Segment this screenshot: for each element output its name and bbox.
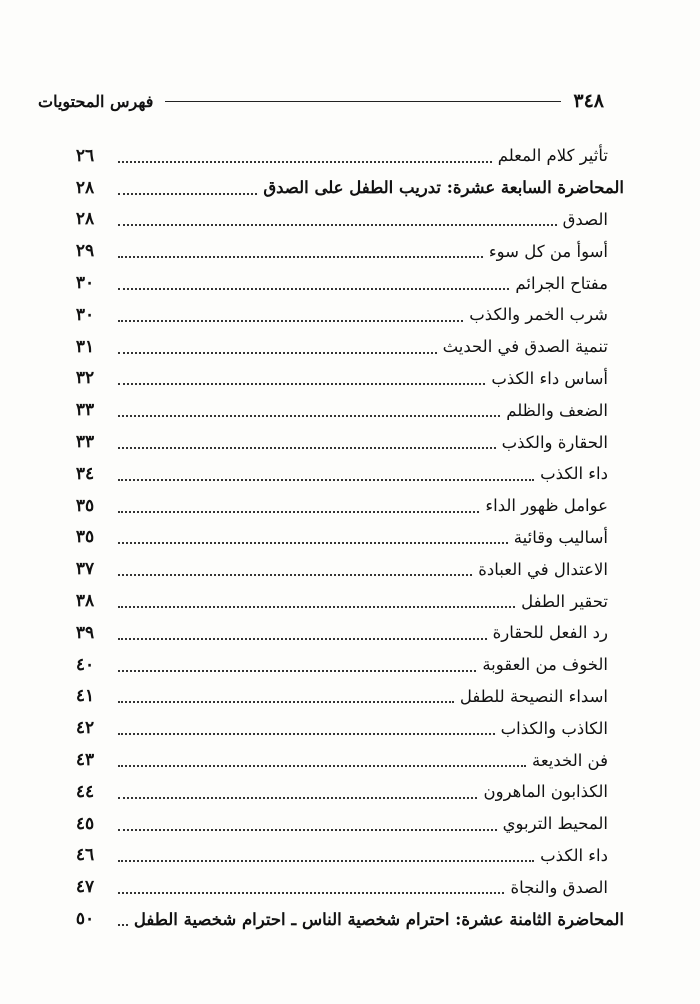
entry-page-number: ٣٨ (75, 591, 95, 612)
dot-leader (118, 622, 487, 640)
entry-page-number: ٣٢ (75, 368, 95, 389)
dot-leader (118, 908, 128, 926)
entry-page-number: ٤٦ (75, 845, 95, 866)
toc-entry (58, 808, 624, 840)
toc-chapter-entry (58, 172, 624, 204)
dot-leader (118, 495, 479, 513)
entry-title: رد الفعل للحقارة (492, 623, 608, 643)
toc-entry (58, 617, 624, 649)
dot-leader (118, 431, 496, 449)
toc-entry (58, 585, 624, 617)
dot-leader (118, 304, 463, 322)
entry-page-number: ٣٠ (75, 304, 95, 325)
entry-page-number: ٢٩ (75, 241, 95, 262)
dot-leader (118, 558, 472, 576)
toc-entry (58, 522, 624, 554)
entry-title: عوامل ظهور الداء (485, 496, 608, 516)
toc-entry (58, 744, 624, 776)
entry-title: تنمية الصدق في الحديث (442, 337, 608, 357)
entry-page-number: ٤٣ (75, 750, 95, 771)
entry-page-number: ٤٤ (75, 781, 95, 802)
entry-title: المحاضرة السابعة عشرة: تدريب الطفل على الصدق (263, 178, 624, 198)
toc-entry (58, 840, 624, 872)
dot-leader (118, 367, 485, 385)
entry-title: مفتاح الجرائم (515, 273, 608, 293)
entry-title: الخوف من العقوبة (482, 655, 608, 675)
toc-entry (58, 553, 624, 585)
entry-page-number: ٢٨ (75, 209, 95, 230)
entry-page-number: ٤٥ (75, 813, 95, 834)
dot-leader (118, 844, 534, 862)
toc-entry (58, 681, 624, 713)
entry-title: أساس داء الكذب (491, 368, 608, 388)
dot-leader (118, 749, 526, 767)
entry-title: أساليب وقائية (513, 527, 608, 547)
toc-entry (58, 426, 624, 458)
entry-title: المحاضرة الثامنة عشرة: احترام شخصية الناس ـ احترام شخصية الطفل (133, 909, 624, 929)
entry-title: داء الكذب (540, 845, 608, 865)
toc-entry (58, 331, 624, 363)
page-number: ٣٤٨ (573, 90, 604, 112)
toc-entry (58, 140, 624, 172)
entry-page-number: ٣٣ (75, 432, 95, 453)
dot-leader (118, 654, 476, 672)
entry-title: الكاذب والكذاب (500, 718, 608, 738)
toc-entry (58, 871, 624, 903)
dot-leader (118, 208, 557, 226)
entry-title: أسوأ من كل سوء (488, 241, 608, 261)
entry-page-number: ٣٣ (75, 400, 95, 421)
header-rule (165, 101, 561, 102)
entry-page-number: ٤١ (75, 686, 95, 707)
table-of-contents (58, 140, 624, 935)
dot-leader (118, 526, 508, 544)
entry-page-number: ٣٥ (75, 495, 95, 516)
toc-entry (58, 649, 624, 681)
entry-title: الاعتدال في العبادة (478, 559, 608, 579)
toc-entry (58, 235, 624, 267)
toc-entry (58, 204, 624, 236)
entry-page-number: ٤٠ (75, 654, 95, 675)
entry-title: الصدق (562, 209, 608, 229)
entry-title: تحقير الطفل (521, 591, 608, 611)
toc-entry (58, 267, 624, 299)
dot-leader (118, 717, 495, 735)
dot-leader (118, 145, 492, 163)
dot-leader (118, 336, 437, 354)
entry-title: الصدق والنجاة (510, 877, 608, 897)
dot-leader (118, 876, 504, 894)
toc-chapter-entry (58, 903, 624, 935)
entry-page-number: ٣٧ (75, 559, 95, 580)
entry-title: اسداء النصيحة للطفل (459, 686, 608, 706)
entry-title: المحيط التربوي (502, 814, 608, 834)
dot-leader (118, 590, 515, 608)
entry-page-number: ٤٢ (75, 718, 95, 739)
entry-page-number: ٥٠ (75, 909, 95, 930)
toc-entry (58, 363, 624, 395)
running-header (38, 88, 604, 114)
dot-leader (118, 813, 497, 831)
entry-title: شرب الخمر والكذب (469, 305, 608, 325)
running-title: فهرس المحتويات (38, 91, 154, 111)
entry-title: الضعف والظلم (506, 400, 608, 420)
entry-page-number: ٣٥ (75, 527, 95, 548)
dot-leader (118, 399, 500, 417)
dot-leader (118, 685, 454, 703)
entry-page-number: ٣٩ (75, 622, 95, 643)
dot-leader (118, 177, 257, 195)
entry-page-number: ٣٠ (75, 273, 95, 294)
entry-title: الحقارة والكذب (501, 432, 608, 452)
dot-leader (118, 272, 509, 290)
entry-title: الكذابون الماهرون (483, 782, 608, 802)
entry-page-number: ٣١ (75, 336, 95, 357)
toc-entry (58, 490, 624, 522)
entry-page-number: ٤٧ (75, 877, 95, 898)
entry-title: داء الكذب (540, 464, 608, 484)
dot-leader (118, 463, 534, 481)
entry-title: فن الخديعة (531, 750, 608, 770)
toc-entry (58, 394, 624, 426)
entry-page-number: ٣٤ (75, 463, 95, 484)
dot-leader (118, 240, 483, 258)
toc-entry (58, 712, 624, 744)
toc-entry (58, 776, 624, 808)
dot-leader (118, 781, 477, 799)
entry-title: تأثير كلام المعلم (497, 146, 608, 166)
toc-entry (58, 299, 624, 331)
entry-page-number: ٢٨ (75, 177, 95, 198)
toc-entry (58, 458, 624, 490)
entry-page-number: ٢٦ (75, 145, 95, 166)
